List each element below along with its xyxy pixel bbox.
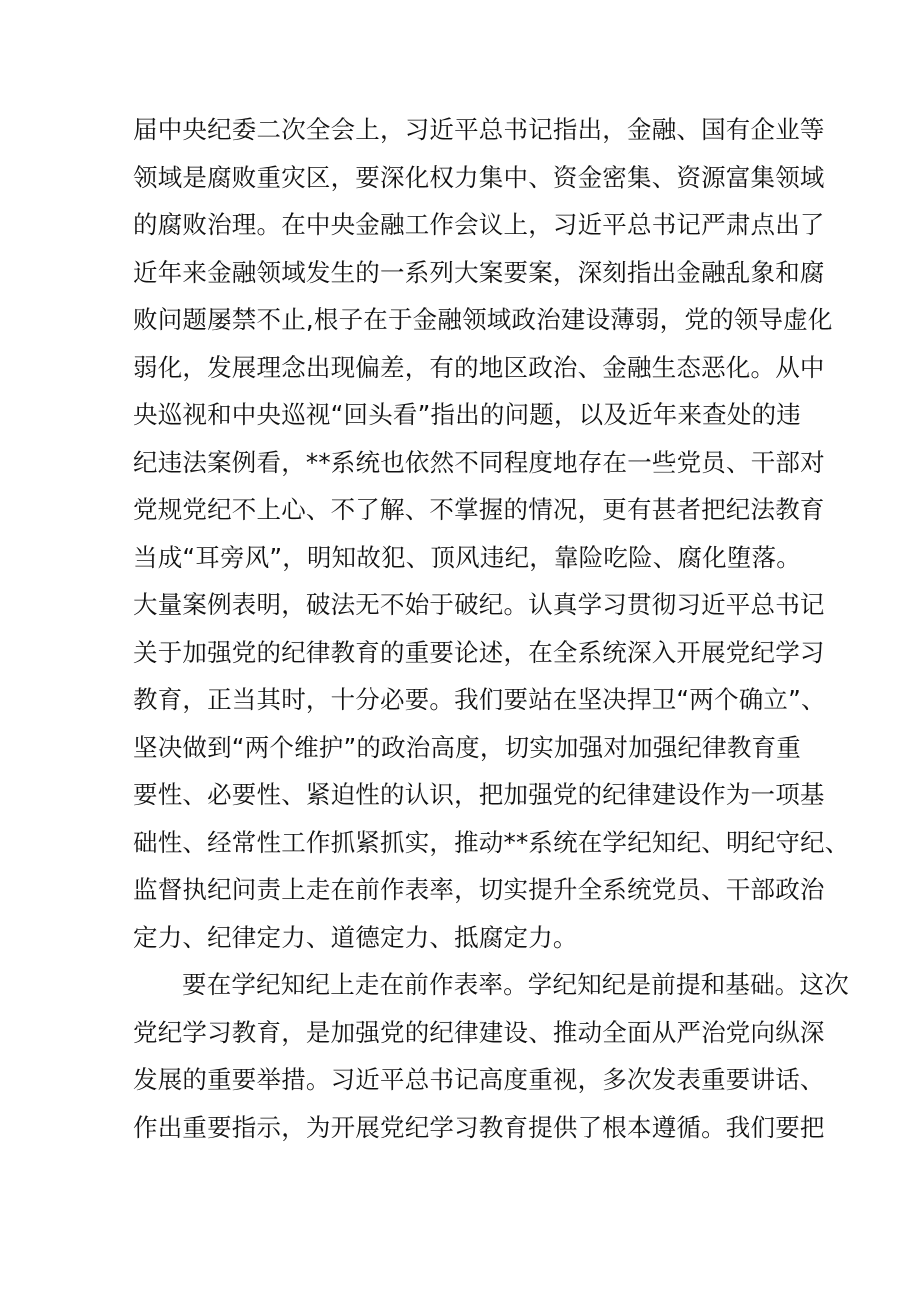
text-line: 教育，正当其时，十分必要。我们要站在坚决捍卫“两个确立”、 (133, 685, 826, 714)
text-line: 要在学纪知纪上走在前作表率。学纪知纪是前提和基础。这次 (182, 970, 849, 999)
text-line: 败问题屡禁不止,根子在于金融领域政治建设薄弱，党的领导虚化 (133, 305, 833, 334)
paragraph-2 (133, 961, 849, 1151)
text-line: 坚决做到“两个维护”的政治高度，切实加强对加强纪律教育重 (133, 732, 801, 762)
text-line: 纪违法案例看，**系统也依然不同程度地存在一些党员、干部对 (133, 447, 825, 477)
document-body (133, 106, 850, 1151)
text-line: 届中央纪委二次全会上，习近平总书记指出，金融、国有企业等 (133, 115, 825, 144)
text-line: 近年来金融领域发生的一系列大案要案，深刻指出金融乱象和腐 (133, 257, 825, 287)
text-line: 监督执纪问责上走在前作表率，切实提升全系统党员、干部政治 (133, 875, 825, 904)
text-line: 大量案例表明，破法无不始于破纪。认真学习贯彻习近平总书记 (133, 590, 825, 619)
text-line: 当成“耳旁风”，明知故犯、顶风违纪，靠险吃险、腐化堕落。 (133, 542, 801, 572)
text-line: 发展的重要举措。习近平总书记高度重视，多次发表重要讲话、 (133, 1065, 825, 1094)
text-line: 关于加强党的纪律教育的重要论述，在全系统深入开展党纪学习 (133, 637, 825, 667)
text-line: 党纪学习教育，是加强党的纪律建设、推动全面从严治党向纵深 (133, 1017, 825, 1047)
text-line: 定力、纪律定力、道德定力、抵腐定力。 (133, 922, 578, 952)
text-line: 央巡视和中央巡视“回头看”指出的问题，以及近年来查处的违 (133, 400, 801, 429)
text-line: 党规党纪不上心、不了解、不掌握的情况，更有甚者把纪法教育 (133, 495, 825, 524)
paragraph-1 (133, 106, 850, 961)
text-line: 领域是腐败重灾区，要深化权力集中、资金密集、资源富集领域 (133, 162, 825, 192)
text-line: 要性、必要性、紧迫性的认识，把加强党的纪律建设作为一项基 (133, 780, 825, 809)
text-line: 弱化，发展理念出现偏差，有的地区政治、金融生态恶化。从中 (133, 352, 825, 382)
text-line: 的腐败治理。在中央金融工作会议上，习近平总书记严肃点出了 (133, 210, 825, 239)
text-line: 作出重要指示，为开展党纪学习教育提供了根本遵循。我们要把 (133, 1112, 825, 1142)
text-line: 础性、经常性工作抓紧抓实，推动**系统在学纪知纪、明纪守纪、 (133, 827, 850, 857)
